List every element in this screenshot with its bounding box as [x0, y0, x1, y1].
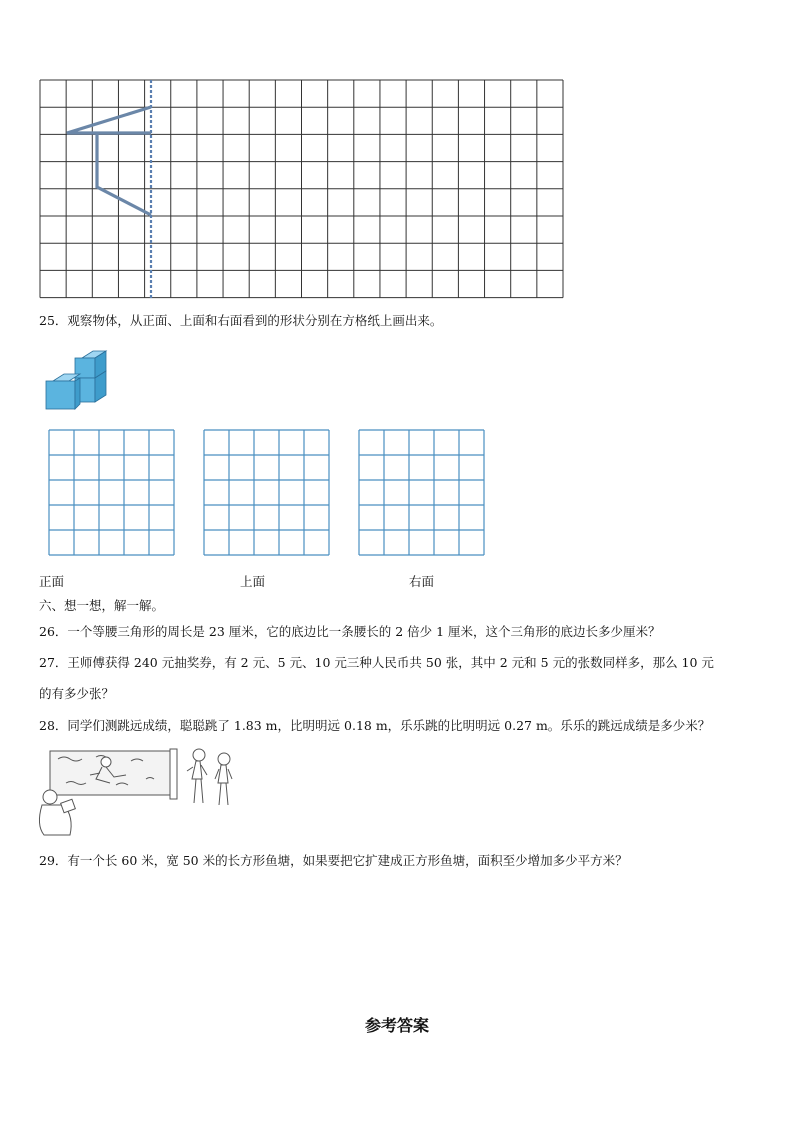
right-view-label: 右面: [409, 574, 435, 589]
top-view-grid[interactable]: [203, 429, 333, 559]
half-figure: [67, 107, 151, 133]
long-jump-illustration: [36, 745, 246, 840]
question-27-line1: 27．王师傅获得 240 元抽奖券，有 2 元、5 元、10 元三种人民币共 50 张，其中 2 元和 5 元的张数同样多，那么 10 元: [39, 655, 714, 670]
question-28: 28．同学们测跳远成绩，聪聪跳了 1.83 m，比明明远 0.18 m，乐乐跳的比明明远 0.27 m。乐乐的跳远成绩是多少米？: [39, 718, 711, 733]
question-29: 29．有一个长 60 米，宽 50 米的长方形鱼塘，如果要把它扩建成正方形鱼塘，面积至少增加多少平方米？: [39, 853, 628, 868]
answers-title: 参考答案: [364, 1016, 429, 1035]
question-26: 26．一个等腰三角形的周长是 23 厘米，它的底边比一条腰长的 2 倍少 1 厘米，这个三角形的底边长多少厘米？: [39, 624, 661, 639]
cube-stack-image: [44, 350, 114, 415]
section-heading: 六、想一想，解一解。: [39, 598, 165, 613]
front-view-label: 正面: [39, 574, 65, 589]
front-view-grid[interactable]: [48, 429, 178, 559]
symmetry-grid: [0, 0, 794, 310]
question-27-line2: 的有多少张？: [39, 686, 115, 701]
half-figure-lower: [97, 133, 151, 215]
question-25: 25．观察物体，从正面、上面和右面看到的形状分别在方格纸上画出来。: [39, 313, 443, 328]
top-view-label: 上面: [240, 574, 266, 589]
right-view-grid[interactable]: [358, 429, 488, 559]
grid-lines: [40, 80, 563, 298]
